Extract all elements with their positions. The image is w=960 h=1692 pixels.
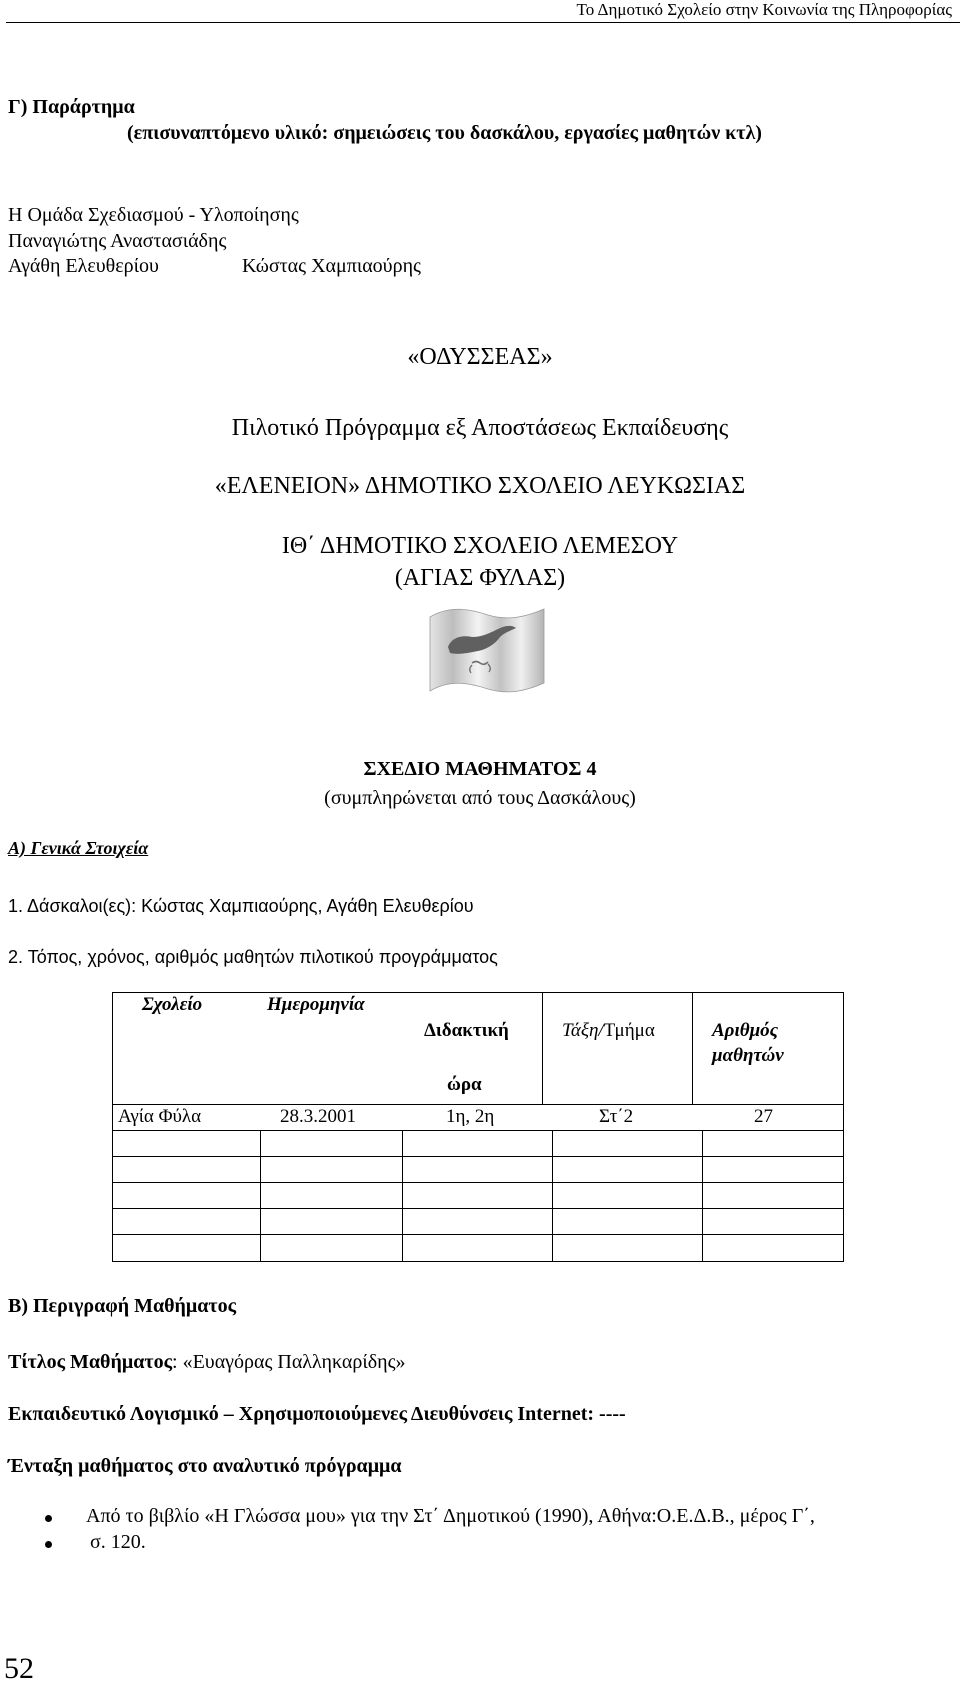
team-member: Αγάθη Ελευθερίου <box>8 255 159 277</box>
section-b-heading: Β) Περιγραφή Μαθήματος <box>8 1295 237 1317</box>
team-member: Παναγιώτης Αναστασιάδης <box>8 230 227 252</box>
table-cell-period: 1η, 2η <box>446 1106 495 1127</box>
table-cell-school: Αγία Φύλα <box>118 1106 202 1127</box>
table-grid-line <box>260 1130 261 1262</box>
table-grid-line <box>112 1208 844 1209</box>
school-2: ΙΘ΄ ΔΗΜΟΤΙΚΟ ΣΧΟΛΕΙΟ ΛΕΜΕΣΟΥ <box>281 533 679 559</box>
section-a-item-teachers: 1. Δάσκαλοι(ες): Κώστας Χαμπιαούρης, Αγάθη Ελευθερίου <box>8 896 474 916</box>
curriculum-bullet-1: Από το βιβλίο «Η Γλώσσα μου» για την Στ΄ Δημοτικού (1990), Αθήνα:Ο.Ε.Δ.Β., μέρος Γ΄, <box>86 1505 815 1527</box>
lesson-title-label: Τίτλος Μαθήματος <box>8 1351 173 1373</box>
table-grid-line <box>552 1130 553 1262</box>
lesson-title-line <box>8 1351 406 1374</box>
table-grid-line <box>542 992 543 1104</box>
table-grid-line <box>112 1234 844 1235</box>
table-grid-line <box>112 1182 844 1183</box>
program-description: Πιλοτικό Πρόγραμμα εξ Αποστάσεως Εκπαίδευσης <box>231 415 729 441</box>
bullet-marker <box>45 1515 52 1522</box>
lesson-plan-note: (συμπληρώνεται από τους Δασκάλους) <box>324 787 636 809</box>
table-grid-line <box>692 992 693 1104</box>
table-cell-students: 27 <box>754 1106 773 1127</box>
table-header-period: Διδακτική <box>424 1020 509 1041</box>
table-border <box>112 992 844 993</box>
table-header-period-hour: ώρα <box>447 1074 482 1095</box>
section-a-heading: Α) Γενικά Στοιχεία <box>8 838 149 858</box>
school-1: «ΕΛΕΝΕΙΟΝ» ΔΗΜΟΤΙΚΟ ΣΧΟΛΕΙΟ ΛΕΥΚΩΣΙΑΣ <box>214 473 746 499</box>
table-grid-line <box>702 1130 703 1262</box>
school-2-sub: (ΑΓΙΑΣ ΦΥΛΑΣ) <box>394 565 566 591</box>
table-header-school: Σχολείο <box>142 994 203 1015</box>
table-header-class <box>562 1020 655 1042</box>
table-border <box>112 1261 844 1262</box>
section-a-item-place: 2. Τόπος, χρόνος, αριθμός μαθητών πιλοτικού προγράμματος <box>8 947 498 967</box>
table-grid-line <box>112 1104 844 1105</box>
team-title: Η Ομάδα Σχεδιασμού - Υλοποίησης <box>8 204 299 226</box>
table-header-class-a: Τάξη/ <box>562 1020 604 1041</box>
bullet-marker <box>45 1541 52 1548</box>
software-line: Εκπαιδευτικό Λογισμικό – Χρησιμοποιούμενες Διευθύνσεις Internet: ---- <box>8 1403 626 1425</box>
appendix-heading: Γ) Παράρτημα <box>8 96 135 118</box>
table-cell-date: 28.3.2001 <box>280 1106 356 1127</box>
table-cell-class: Στ΄2 <box>599 1106 634 1127</box>
curriculum-bullet-2: σ. 120. <box>90 1531 146 1553</box>
table-header-class-b: Τμήμα <box>603 1020 655 1041</box>
page-number: 52 <box>4 1652 34 1685</box>
info-table <box>112 992 844 1262</box>
table-border <box>112 992 113 1262</box>
table-grid-line <box>112 1130 844 1131</box>
table-grid-line <box>112 1156 844 1157</box>
lesson-title-value: : «Ευαγόρας Παλληκαρίδης» <box>172 1351 406 1373</box>
program-name: «ΟΔΥΣΣΕΑΣ» <box>407 344 553 370</box>
lesson-plan-title: ΣΧΕΔΙΟ ΜΑΘΗΜΑΤΟΣ 4 <box>363 758 597 780</box>
table-header-students-2: μαθητών <box>712 1045 784 1066</box>
table-header-students: Αριθμός <box>712 1020 779 1041</box>
appendix-subheading: (επισυναπτόμενο υλικό: σημειώσεις του δασκάλου, εργασίες μαθητών κτλ) <box>127 122 762 144</box>
team-member: Κώστας Χαμπιαούρης <box>242 255 421 277</box>
curriculum-heading: Ένταξη μαθήματος στο αναλυτικό πρόγραμμα <box>8 1455 402 1477</box>
table-header-date: Ημερομηνία <box>267 994 365 1015</box>
header-rule <box>6 22 960 23</box>
table-grid-line <box>402 1130 403 1262</box>
cyprus-flag-image <box>428 603 546 701</box>
table-border <box>843 992 844 1262</box>
running-header: Το Δημοτικό Σχολείο στην Κοινωνία της Πληροφορίας <box>576 0 952 19</box>
